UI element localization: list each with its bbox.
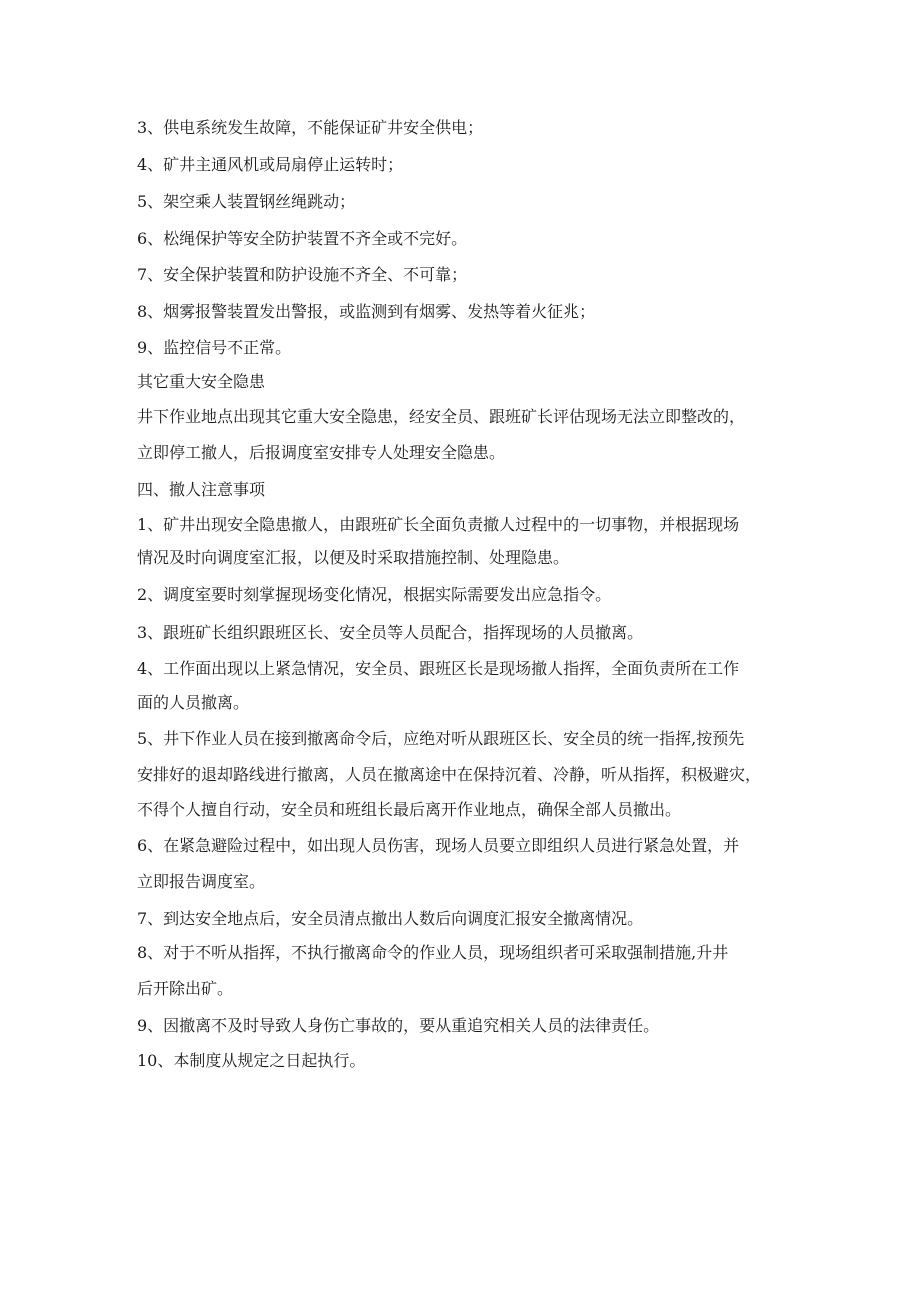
list-item-continuation: 情况及时向调度室汇报，以便及时采取措施控制、处理隐患。 — [137, 548, 570, 567]
list-item-continuation: 不得个人擅自行动，安全员和班组长最后离开作业地点，确保全部人员撤出。 — [137, 800, 682, 819]
paragraph-line: 井下作业地点出现其它重大安全隐患，经安全员、跟班矿长评估现场无法立即整改的， — [137, 407, 746, 426]
list-item: 7、安全保护装置和防护设施不齐全、不可靠； — [137, 265, 468, 284]
list-item-continuation: 安排好的退却路线进行撤离，人员在撤离途中在保持沉着、冷静，听从指挥，积极避灾， — [137, 765, 762, 784]
list-item: 8、对于不听从指挥，不执行撤离命令的作业人员，现场组织者可采取强制措施,升井 — [137, 943, 729, 962]
list-item: 5、井下作业人员在接到撤离命令后，应绝对听从跟班区长、安全员的统一指挥,按预先 — [137, 729, 745, 748]
list-item: 10、本制度从规定之日起执行。 — [137, 1051, 366, 1070]
list-item: 3、跟班矿长组织跟班区长、安全员等人员配合，指挥现场的人员撤离。 — [137, 623, 644, 642]
list-item: 1、矿井出现安全隐患撤人，由跟班矿长全面负责撤人过程中的一切事物，并根据现场 — [137, 515, 740, 534]
list-item-continuation: 面的人员撤离。 — [137, 693, 250, 712]
list-item: 5、架空乘人装置钢丝绳跳动； — [137, 192, 356, 211]
list-item-continuation: 后开除出矿。 — [137, 979, 234, 998]
list-item: 9、监控信号不正常。 — [137, 338, 292, 357]
list-item: 6、松绳保护等安全防护装置不齐全或不完好。 — [137, 229, 468, 248]
list-item: 4、工作面出现以上紧急情况，安全员、跟班区长是现场撤人指挥，全面负责所在工作 — [137, 659, 740, 678]
section-heading: 其它重大安全隐患 — [137, 372, 266, 391]
list-item: 3、供电系统发生故障，不能保证矿井安全供电； — [137, 118, 484, 137]
list-item: 7、到达安全地点后，安全员清点撤出人数后向调度汇报安全撤离情况。 — [137, 909, 644, 928]
list-item: 2、调度室要时刻掌握现场变化情况，根据实际需要发出应急指令。 — [137, 585, 612, 604]
list-item: 8、烟雾报警装置发出警报，或监测到有烟雾、发热等着火征兆； — [137, 302, 596, 321]
list-item: 4、矿井主通风机或局扇停止运转时； — [137, 155, 404, 174]
list-item: 9、因撤离不及时导致人身伤亡事故的，要从重追究相关人员的法律责任。 — [137, 1016, 660, 1035]
paragraph-line: 立即停工撤人，后报调度室安排专人处理安全隐患。 — [137, 443, 506, 462]
list-item: 6、在紧急避险过程中，如出现人员伤害，现场人员要立即组织人员进行紧急处置，并 — [137, 836, 740, 855]
list-item-continuation: 立即报告调度室。 — [137, 872, 266, 891]
section-heading: 四、撤人注意事项 — [137, 480, 266, 499]
